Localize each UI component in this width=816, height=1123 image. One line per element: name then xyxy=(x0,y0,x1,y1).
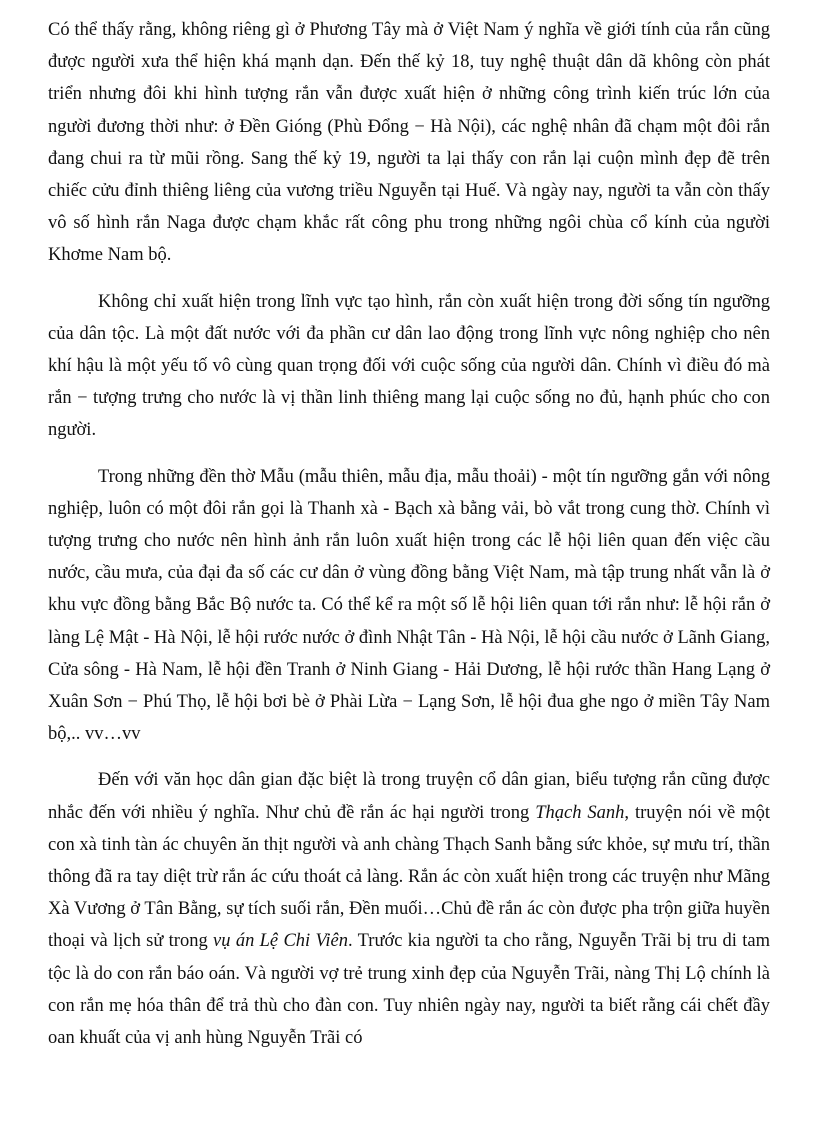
paragraph-3 xyxy=(48,461,770,751)
paragraph-4 xyxy=(48,764,770,1054)
paragraph-4-text-b: , truyện nói về một con xà tinh tàn ác chuyên ăn thịt người và anh chàng Thạch Sanh bằng sức khỏe, sự mưu trí, thần thông đã ra tay diệt trừ rắn ác cứu thoát cả làng. Rắn ác còn xuất hiện trong các truyện như Mãng Xà Vương ở Tân Bằng, sự tích suối rắn, Đền muối…Chủ đề rắn ác còn được pha trộn giữa huyền thoại và lịch sử trong xyxy=(48,802,771,952)
paragraph-2-text: Không chỉ xuất hiện trong lĩnh vực tạo hình, rắn còn xuất hiện trong đời sống tín ngưỡng của dân tộc. Là một đất nước với đa phần cư dân lao động trong lĩnh vực nông nghiệp cho nên khí hậu là một yếu tố vô cùng quan trọng đối với cuộc sống của người dân. Chính vì điều đó mà rắn − tượng trưng cho nước là vị thần linh thiêng mang lại cuộc sống no đủ, hạnh phúc cho con người. xyxy=(48,291,770,441)
title-thach-sanh: Thạch Sanh xyxy=(535,802,625,823)
paragraph-4-text-a: Đến với văn học dân gian đặc biệt là trong truyện cổ dân gian, biểu tượng rắn cũng được nhắc đến với nhiều ý nghĩa. Như chủ đề rắn ác hại người trong xyxy=(48,770,770,823)
paragraph-1-text: Có thể thấy rằng, không riêng gì ở Phương Tây mà ở Việt Nam ý nghĩa về giới tính của rắn cũng được người xưa thể hiện khá mạnh dạn. Đến thế kỷ 18, tuy nghệ thuật dân dã không còn phát triển nhưng đôi khi hình tượng rắn vẫn được xuất hiện ở những công trình kiến trúc lớn của người đương thời như: ở Đền Gióng (Phù Đổng − Hà Nội), các nghệ nhân đã chạm một đôi rắn đang chui ra từ mũi rồng. Sang thế kỷ 19, người ta lại thấy con rắn lại cuộn mình đẹp đẽ trên chiếc cửu đỉnh thiêng liêng của vương triều Nguyễn tại Huế. Và ngày nay, người ta vẫn còn thấy vô số hình rắn Naga được chạm khắc rất công phu trong những ngôi chùa cổ kính của người Khơme Nam bộ. xyxy=(48,20,770,266)
title-vu-an-le-chi-vien: vụ án Lệ Chi Viên xyxy=(213,931,349,952)
paragraph-4-text-c: . Trước kia người ta cho rằng, Nguyễn Trãi bị tru di tam tộc là do con rắn báo oán. Và người vợ trẻ trung xinh đẹp của Nguyễn Trãi, nàng Thị Lộ chính là con rắn mẹ hóa thân để trả thù cho đàn con. Tuy nhiên ngày nay, người ta biết rằng cái chết đầy oan khuất của vị anh hùng Nguyễn Trãi có xyxy=(48,931,770,1049)
paragraph-2 xyxy=(48,286,770,447)
document-page xyxy=(48,14,770,1054)
paragraph-1 xyxy=(48,14,770,272)
paragraph-3-text: Trong những đền thờ Mẫu (mẫu thiên, mẫu địa, mẫu thoải) - một tín ngưỡng gắn với nông nghiệp, luôn có một đôi rắn gọi là Thanh xà - Bạch xà bằng vải, bò vắt trong cung thờ. Chính vì tượng trưng cho nước nên hình ảnh rắn luôn xuất hiện trong các lễ hội liên quan đến việc cầu nước, cầu mưa, của đại đa số các cư dân ở vùng đồng bằng Việt Nam, mà tập trung nhất vẫn là ở khu vực đồng bằng Bắc Bộ nước ta. Có thể kể ra một số lễ hội liên quan tới rắn như: lễ hội rắn ở làng Lệ Mật - Hà Nội, lễ hội rước nước ở đình Nhật Tân - Hà Nội, lễ hội cầu nước ở Lãnh Giang, Cửa sông - Hà Nam, lễ hội đền Tranh ở Ninh Giang - Hải Dương, lễ hội rước thần Hang Lạng ở Xuân Sơn − Phú Thọ, lễ hội bơi bè ở Phài Lừa − Lạng Sơn, lễ hội đua ghe ngo ở miền Tây Nam bộ,.. vv…vv xyxy=(48,466,770,745)
